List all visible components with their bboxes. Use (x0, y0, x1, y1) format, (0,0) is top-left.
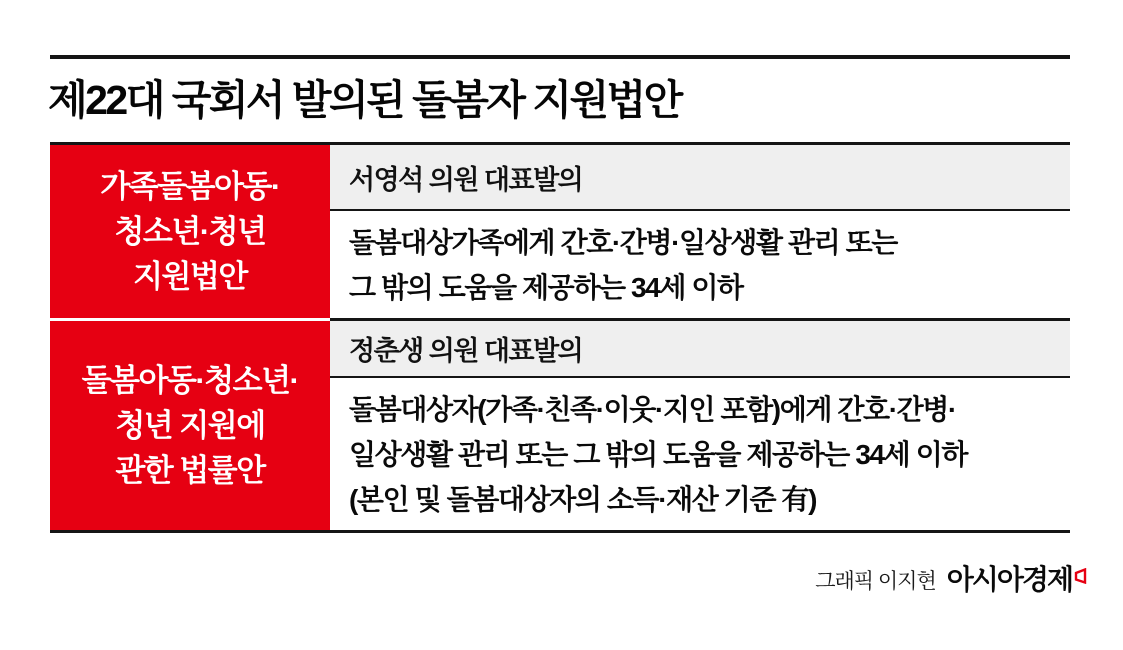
bill-name-line: 관한 법률안 (115, 453, 265, 488)
brand-logo-text: 아시아경제 (946, 564, 1072, 595)
description-line: 돌봄대상가족에게 간호·간병·일상생활 관리 또는 (349, 226, 897, 258)
description-line: 그 밖의 도움을 제공하는 34세 이하 (349, 271, 743, 303)
bill-table (50, 142, 1070, 533)
description-line: 일상생활 관리 또는 그 밖의 도움을 제공하는 34세 이하 (349, 438, 967, 470)
description-line: (본인 및 돌봄대상자의 소득·재산 기준 有) (349, 483, 816, 515)
bill-detail-column (330, 145, 1070, 318)
description-cell (330, 211, 1070, 318)
table-row (50, 145, 1070, 318)
bill-name-line: 청년 지원에 (115, 408, 265, 443)
bill-name-line: 청소년·청년 (114, 214, 266, 249)
description-cell (330, 378, 1070, 530)
proposer-cell: 정춘생 의원 대표발의 (330, 321, 1070, 378)
footer-credit (815, 558, 1087, 598)
title-top-rule (50, 55, 1070, 59)
page-title: 제22대 국회서 발의된 돌봄자 지원법안 (48, 77, 681, 123)
bill-name-line: 가족돌봄아동· (100, 169, 280, 204)
bill-name-line: 지원법안 (133, 259, 247, 294)
description-line: 돌봄대상자(가족·친족·이웃·지인 포함)에게 간호·간병· (349, 393, 956, 425)
bill-name-cell (50, 321, 330, 530)
proposer-cell: 서영석 의원 대표발의 (330, 145, 1070, 211)
bill-name-line: 돌봄아동·청소년· (81, 363, 299, 398)
brand-flag-icon (1074, 568, 1087, 584)
table-row (50, 321, 1070, 530)
bill-name-cell (50, 145, 330, 318)
bill-detail-column (330, 321, 1070, 530)
graphic-credit: 그래픽 이지현 (815, 570, 936, 593)
